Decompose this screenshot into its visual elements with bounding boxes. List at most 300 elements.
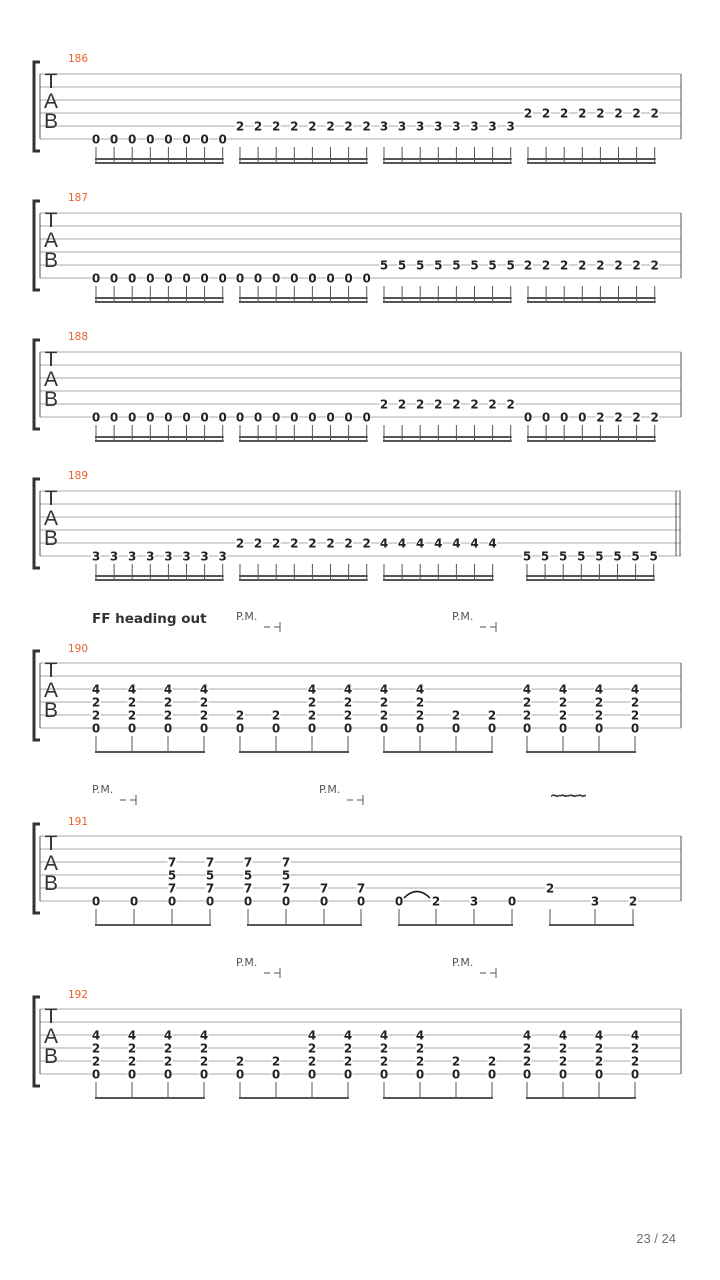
fret-number: 0 — [281, 894, 291, 909]
fret-number: 3 — [488, 119, 497, 134]
system-bracket — [34, 997, 40, 1086]
system-bracket — [34, 201, 40, 290]
fret-number: 2 — [163, 708, 173, 723]
palm-mute-extension — [480, 968, 496, 978]
fret-number: 4 — [416, 536, 425, 551]
fret-number: 0 — [558, 1067, 568, 1082]
fret-number: 2 — [199, 1041, 209, 1056]
fret-number: 7 — [205, 855, 215, 870]
fret-number: 2 — [522, 1041, 532, 1056]
fret-number: 0 — [167, 894, 177, 909]
fret-number: 0 — [379, 1067, 389, 1082]
fret-number: 3 — [164, 549, 173, 564]
fret-number: 2 — [91, 1041, 101, 1056]
tab-clef-letter: B — [43, 110, 59, 133]
fret-number: 3 — [91, 549, 101, 564]
fret-number: 4 — [127, 682, 137, 697]
fret-number: 2 — [397, 397, 407, 412]
fret-number: 3 — [452, 119, 461, 134]
fret-number: 2 — [487, 708, 497, 723]
fret-number: 2 — [163, 695, 173, 710]
fret-number: 0 — [487, 1067, 497, 1082]
fret-number: 0 — [523, 410, 533, 425]
fret-number: 4 — [558, 1028, 568, 1043]
fret-number: 4 — [522, 682, 532, 697]
fret-number: 7 — [167, 881, 177, 896]
fret-number: 0 — [630, 1067, 640, 1082]
fret-number: 2 — [632, 410, 641, 425]
fret-number: 4 — [470, 536, 479, 551]
fret-number: 4 — [397, 536, 407, 551]
fret-number: 0 — [594, 1067, 604, 1082]
tab-clef-letter: B — [43, 527, 59, 550]
fret-number: 5 — [559, 549, 568, 564]
fret-number: 2 — [343, 695, 353, 710]
fret-number: 2 — [630, 1054, 640, 1069]
fret-number: 5 — [488, 258, 497, 273]
fret-number: 2 — [523, 106, 533, 121]
fret-number: 2 — [594, 708, 604, 723]
fret-number: 0 — [128, 271, 137, 286]
fret-number: 5 — [506, 258, 515, 273]
fret-number: 5 — [540, 549, 550, 564]
measure-number: 192 — [68, 989, 89, 1001]
fret-number: 0 — [200, 132, 209, 147]
fret-number: 4 — [630, 1028, 640, 1043]
fret-number: 0 — [451, 721, 461, 736]
fret-number: 7 — [319, 881, 329, 896]
fret-number: 7 — [281, 881, 291, 896]
fret-number: 0 — [164, 410, 173, 425]
fret-number: 2 — [362, 119, 371, 134]
fret-number: 5 — [243, 868, 253, 883]
fret-number: 0 — [522, 1067, 532, 1082]
fret-number: 0 — [199, 721, 209, 736]
fret-number: 0 — [109, 271, 119, 286]
tab-clef-letter: A — [43, 229, 59, 252]
fret-number: 0 — [594, 721, 604, 736]
system-bracket — [34, 824, 40, 913]
palm-mute-label: P.M. — [236, 956, 258, 969]
fret-number: 3 — [109, 549, 119, 564]
fret-number: 0 — [630, 721, 640, 736]
fret-number: 5 — [379, 258, 389, 273]
fret-number: 2 — [235, 1054, 245, 1069]
fret-number: 2 — [614, 410, 623, 425]
fret-number: 0 — [128, 410, 137, 425]
fret-number: 4 — [91, 682, 101, 697]
fret-number: 2 — [487, 1054, 497, 1069]
fret-number: 0 — [91, 894, 101, 909]
fret-number: 0 — [290, 410, 299, 425]
fret-number: 0 — [205, 894, 215, 909]
tab-clef-letter: T — [44, 1005, 58, 1028]
fret-number: 2 — [343, 708, 353, 723]
fret-number: 4 — [522, 1028, 532, 1043]
slur-mark — [404, 892, 430, 899]
tab-clef-letter: T — [44, 832, 58, 855]
fret-number: 2 — [127, 1054, 137, 1069]
section-text: FF heading out — [92, 611, 207, 627]
fret-number: 2 — [488, 397, 497, 412]
fret-number: 0 — [235, 721, 245, 736]
fret-number: 0 — [218, 410, 227, 425]
fret-number: 2 — [235, 708, 245, 723]
fret-number: 0 — [218, 132, 227, 147]
fret-number: 2 — [253, 119, 263, 134]
fret-number: 7 — [281, 855, 291, 870]
tab-clef-letter: T — [44, 659, 58, 682]
fret-number: 4 — [163, 682, 173, 697]
fret-number: 2 — [235, 536, 245, 551]
fret-number: 3 — [379, 119, 389, 134]
fret-number: 4 — [127, 1028, 137, 1043]
fret-number: 2 — [379, 695, 389, 710]
tab-clef-letter: B — [43, 699, 59, 722]
fret-number: 4 — [415, 682, 425, 697]
fret-number: 4 — [379, 1028, 389, 1043]
fret-number: 0 — [91, 1067, 101, 1082]
fret-number: 0 — [146, 271, 155, 286]
fret-number: 3 — [218, 549, 227, 564]
fret-number: 0 — [560, 410, 569, 425]
fret-number: 0 — [319, 894, 329, 909]
fret-number: 2 — [545, 881, 555, 896]
fret-number: 2 — [541, 106, 551, 121]
tab-clef-letter: A — [43, 1025, 59, 1048]
fret-number: 2 — [308, 119, 317, 134]
fret-number: 2 — [558, 708, 568, 723]
fret-number: 2 — [650, 106, 659, 121]
fret-number: 0 — [271, 721, 281, 736]
palm-mute-label: P.M. — [452, 956, 474, 969]
fret-number: 5 — [452, 258, 461, 273]
fret-number: 5 — [522, 549, 532, 564]
fret-number: 4 — [452, 536, 461, 551]
fret-number: 2 — [628, 894, 638, 909]
fret-number: 0 — [522, 721, 532, 736]
tab-clef-letter: T — [44, 70, 58, 93]
fret-number: 0 — [362, 271, 371, 286]
fret-number: 2 — [522, 695, 532, 710]
fret-number: 2 — [271, 708, 281, 723]
fret-number: 2 — [272, 119, 281, 134]
fret-number: 4 — [379, 682, 389, 697]
fret-number: 2 — [523, 258, 533, 273]
palm-mute-extension — [347, 795, 363, 805]
fret-number: 0 — [272, 271, 281, 286]
fret-number: 3 — [506, 119, 515, 134]
fret-number: 5 — [631, 549, 640, 564]
fret-number: 4 — [415, 1028, 425, 1043]
fret-number: 4 — [630, 682, 640, 697]
fret-number: 3 — [200, 549, 209, 564]
fret-number: 2 — [614, 106, 623, 121]
tab-clef-letter: A — [43, 679, 59, 702]
fret-number: 0 — [344, 271, 353, 286]
fret-number: 0 — [451, 1067, 461, 1082]
fret-number: 2 — [235, 119, 245, 134]
fret-number: 2 — [558, 1041, 568, 1056]
fret-number: 0 — [272, 410, 281, 425]
fret-number: 7 — [243, 855, 253, 870]
palm-mute-label: P.M. — [236, 610, 258, 623]
fret-number: 0 — [271, 1067, 281, 1082]
fret-number: 2 — [578, 258, 587, 273]
palm-mute-extension — [264, 968, 280, 978]
fret-number: 3 — [397, 119, 407, 134]
fret-number: 0 — [326, 271, 335, 286]
fret-number: 4 — [594, 1028, 604, 1043]
fret-number: 2 — [541, 258, 551, 273]
fret-number: 0 — [127, 1067, 137, 1082]
fret-number: 0 — [127, 721, 137, 736]
fret-number: 0 — [415, 1067, 425, 1082]
tab-clef-letter: A — [43, 90, 59, 113]
fret-number: 0 — [200, 410, 209, 425]
fret-number: 2 — [431, 894, 441, 909]
system-bracket — [34, 651, 40, 740]
fret-number: 2 — [343, 1041, 353, 1056]
tab-clef-letter: T — [44, 209, 58, 232]
palm-mute-label: P.M. — [452, 610, 474, 623]
fret-number: 4 — [199, 1028, 209, 1043]
fret-number: 2 — [307, 1054, 317, 1069]
fret-number: 2 — [272, 536, 281, 551]
fret-number: 4 — [307, 682, 317, 697]
measure-number: 190 — [68, 643, 89, 655]
fret-number: 2 — [630, 1041, 640, 1056]
fret-number: 3 — [416, 119, 425, 134]
fret-number: 0 — [164, 271, 173, 286]
fret-number: 2 — [614, 258, 623, 273]
fret-number: 5 — [470, 258, 479, 273]
fret-number: 0 — [200, 271, 209, 286]
fret-number: 2 — [596, 410, 605, 425]
fret-number: 2 — [506, 397, 515, 412]
fret-number: 0 — [541, 410, 551, 425]
measure-number: 186 — [68, 53, 89, 65]
fret-number: 2 — [199, 695, 209, 710]
tab-clef-letter: B — [43, 872, 59, 895]
fret-number: 2 — [594, 1054, 604, 1069]
fret-number: 5 — [416, 258, 425, 273]
palm-mute-extension — [120, 795, 136, 805]
fret-number: 3 — [470, 119, 479, 134]
fret-number: 2 — [522, 1054, 532, 1069]
fret-number: 5 — [434, 258, 443, 273]
fret-number: 2 — [630, 695, 640, 710]
fret-number: 0 — [91, 271, 101, 286]
fret-number: 0 — [164, 132, 173, 147]
fret-number: 2 — [199, 1054, 209, 1069]
fret-number: 0 — [487, 721, 497, 736]
measure-number: 188 — [68, 331, 89, 343]
fret-number: 0 — [182, 271, 191, 286]
fret-number: 5 — [281, 868, 291, 883]
fret-number: 2 — [415, 695, 425, 710]
fret-number: 2 — [344, 119, 353, 134]
fret-number: 2 — [522, 708, 532, 723]
fret-number: 2 — [630, 708, 640, 723]
fret-number: 0 — [343, 1067, 353, 1082]
fret-number: 0 — [128, 132, 137, 147]
fret-number: 0 — [507, 894, 517, 909]
measure-number: 189 — [68, 470, 89, 482]
fret-number: 2 — [307, 708, 317, 723]
fret-number: 4 — [91, 1028, 101, 1043]
fret-number: 0 — [109, 132, 119, 147]
fret-number: 0 — [379, 721, 389, 736]
fret-number: 3 — [590, 894, 600, 909]
fret-number: 2 — [127, 1041, 137, 1056]
fret-number: 2 — [470, 397, 479, 412]
fret-number: 0 — [326, 410, 335, 425]
fret-number: 2 — [596, 106, 605, 121]
fret-number: 4 — [558, 682, 568, 697]
tab-clef-letter: A — [43, 852, 59, 875]
fret-number: 0 — [253, 271, 263, 286]
fret-number: 2 — [91, 695, 101, 710]
fret-number: 2 — [127, 708, 137, 723]
fret-number: 2 — [290, 536, 299, 551]
fret-number: 0 — [558, 721, 568, 736]
fret-number: 0 — [235, 1067, 245, 1082]
fret-number: 2 — [596, 258, 605, 273]
fret-number: 2 — [290, 119, 299, 134]
fret-number: 5 — [577, 549, 586, 564]
fret-number: 2 — [163, 1041, 173, 1056]
fret-number: 4 — [163, 1028, 173, 1043]
fret-number: 2 — [199, 708, 209, 723]
fret-number: 2 — [379, 397, 389, 412]
fret-number: 0 — [415, 721, 425, 736]
fret-number: 0 — [146, 132, 155, 147]
fret-number: 0 — [163, 1067, 173, 1082]
fret-number: 0 — [307, 721, 317, 736]
fret-number: 0 — [91, 721, 101, 736]
fret-number: 0 — [290, 271, 299, 286]
fret-number: 4 — [488, 536, 497, 551]
system-bracket — [34, 62, 40, 151]
fret-number: 2 — [307, 695, 317, 710]
fret-number: 2 — [594, 1041, 604, 1056]
fret-number: 2 — [416, 397, 425, 412]
fret-number: 2 — [650, 258, 659, 273]
measure-number: 187 — [68, 192, 89, 204]
fret-number: 2 — [451, 1054, 461, 1069]
fret-number: 2 — [344, 536, 353, 551]
system-bracket — [34, 479, 40, 568]
fret-number: 2 — [91, 708, 101, 723]
fret-number: 2 — [415, 1041, 425, 1056]
vibrato-mark: ~~~~ — [549, 788, 585, 804]
fret-number: 7 — [356, 881, 366, 896]
fret-number: 3 — [146, 549, 155, 564]
fret-number: 0 — [578, 410, 587, 425]
fret-number: 2 — [362, 536, 371, 551]
fret-number: 2 — [451, 708, 461, 723]
measure-number: 191 — [68, 816, 89, 828]
fret-number: 2 — [558, 695, 568, 710]
fret-number: 2 — [326, 119, 335, 134]
tab-clef-letter: B — [43, 1045, 59, 1068]
tab-clef-letter: B — [43, 388, 59, 411]
fret-number: 2 — [91, 1054, 101, 1069]
fret-number: 2 — [594, 695, 604, 710]
palm-mute-extension — [264, 622, 280, 632]
fret-number: 3 — [182, 549, 191, 564]
fret-number: 2 — [253, 536, 263, 551]
fret-number: 0 — [146, 410, 155, 425]
page-indicator: 23 / 24 — [636, 1231, 676, 1246]
tab-clef-letter: T — [44, 348, 58, 371]
fret-number: 0 — [109, 410, 119, 425]
fret-number: 3 — [434, 119, 443, 134]
fret-number: 0 — [235, 271, 245, 286]
fret-number: 0 — [218, 271, 227, 286]
fret-number: 2 — [343, 1054, 353, 1069]
fret-number: 0 — [307, 1067, 317, 1082]
fret-number: 5 — [613, 549, 622, 564]
fret-number: 0 — [308, 410, 317, 425]
fret-number: 2 — [560, 258, 569, 273]
fret-number: 2 — [558, 1054, 568, 1069]
fret-number: 4 — [199, 682, 209, 697]
fret-number: 0 — [91, 410, 101, 425]
fret-number: 2 — [560, 106, 569, 121]
fret-number: 2 — [578, 106, 587, 121]
fret-number: 0 — [163, 721, 173, 736]
fret-number: 4 — [343, 1028, 353, 1043]
fret-number: 5 — [205, 868, 215, 883]
fret-number: 0 — [129, 894, 139, 909]
fret-number: 2 — [307, 1041, 317, 1056]
fret-number: 2 — [632, 106, 641, 121]
fret-number: 2 — [271, 1054, 281, 1069]
fret-number: 4 — [343, 682, 353, 697]
fret-number: 2 — [379, 1054, 389, 1069]
fret-number: 2 — [415, 708, 425, 723]
fret-number: 4 — [434, 536, 443, 551]
fret-number: 3 — [128, 549, 137, 564]
fret-number: 4 — [594, 682, 604, 697]
fret-number: 0 — [235, 410, 245, 425]
fret-number: 5 — [397, 258, 407, 273]
palm-mute-label: P.M. — [92, 783, 114, 796]
tab-clef-letter: T — [44, 487, 58, 510]
tab-clef-letter: B — [43, 249, 59, 272]
fret-number: 2 — [379, 708, 389, 723]
fret-number: 2 — [415, 1054, 425, 1069]
fret-number: 2 — [163, 1054, 173, 1069]
tab-clef-letter: A — [43, 507, 59, 530]
fret-number: 2 — [379, 1041, 389, 1056]
fret-number: 0 — [356, 894, 366, 909]
fret-number: 0 — [91, 132, 101, 147]
fret-number: 0 — [253, 410, 263, 425]
fret-number: 2 — [434, 397, 443, 412]
fret-number: 0 — [182, 132, 191, 147]
fret-number: 2 — [650, 410, 659, 425]
fret-number: 2 — [308, 536, 317, 551]
fret-number: 0 — [343, 721, 353, 736]
fret-number: 0 — [199, 1067, 209, 1082]
fret-number: 0 — [182, 410, 191, 425]
fret-number: 2 — [326, 536, 335, 551]
fret-number: 5 — [595, 549, 604, 564]
palm-mute-label: P.M. — [319, 783, 341, 796]
